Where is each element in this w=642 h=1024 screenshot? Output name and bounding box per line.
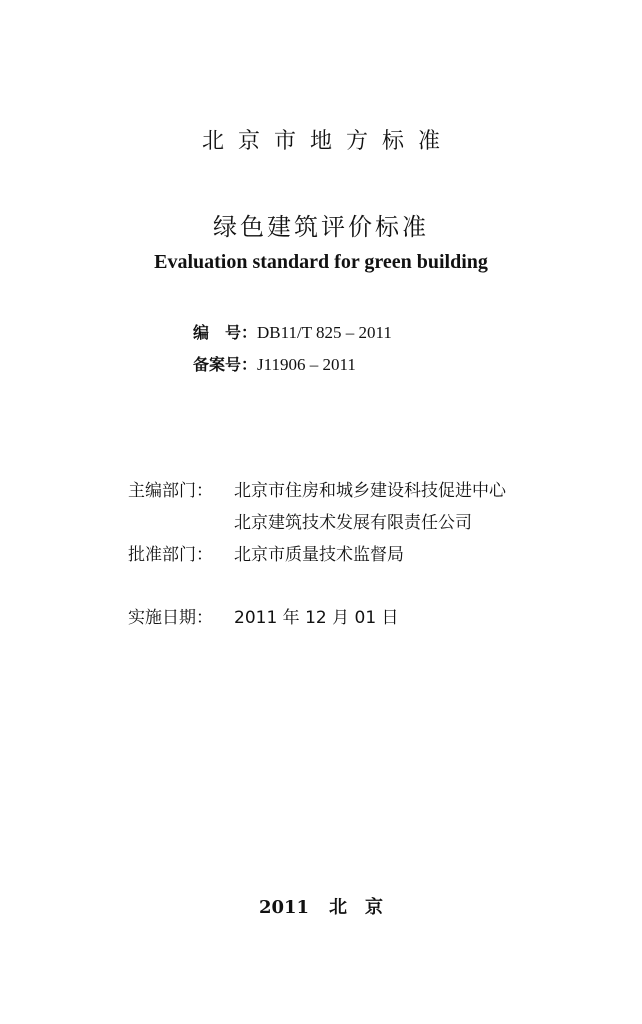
effective-date-label: 实施日期： (128, 608, 213, 628)
effective-date-value: 2011 年 12 月 01 日 (234, 608, 399, 628)
standard-number-row (193, 320, 392, 343)
standard-number-value: DB11/T 825 – 2011 (257, 323, 392, 342)
chief-editor-label: 主编部门： (128, 481, 213, 501)
approval-label: 批准部门： (128, 545, 213, 565)
standard-number-label: 编 号： (193, 323, 258, 342)
effective-date-row (128, 603, 399, 628)
record-number-row (193, 352, 356, 375)
publication-year: 2011 (258, 897, 310, 918)
chief-editor-org-1: 北京市住房和城乡建设科技促进中心 (234, 481, 506, 501)
record-number-label: 备案号： (193, 355, 258, 374)
approval-org: 北京市质量技术监督局 (234, 545, 404, 565)
document-title-chinese: 绿色建筑评价标准 (213, 213, 429, 241)
publication-city: 北 京 (329, 897, 384, 918)
document-title-english: Evaluation standard for green building (154, 251, 488, 273)
standard-series-title: 北京市地方标准 (201, 129, 454, 154)
chief-editor-org-2: 北京建筑技术发展有限责任公司 (234, 513, 472, 533)
chief-editor-row (128, 476, 506, 501)
publication-footer (0, 893, 642, 919)
approval-row (128, 540, 404, 565)
record-number-value: J11906 – 2011 (257, 355, 356, 374)
